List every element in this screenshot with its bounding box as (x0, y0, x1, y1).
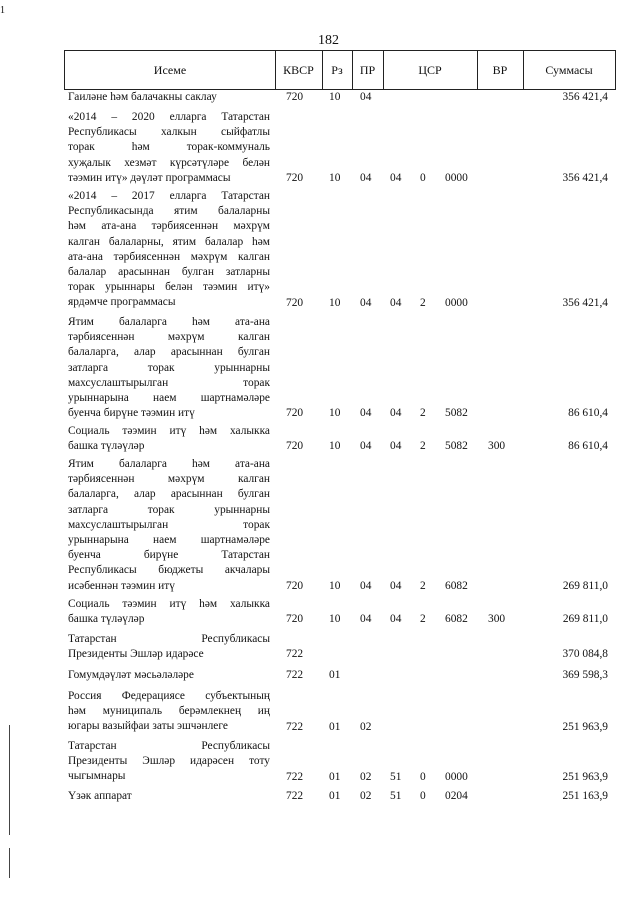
row-name-line: калган балаларны, ятим балалар һәм (68, 235, 270, 248)
cell-c1: 51 (390, 790, 402, 803)
cell-kvsr: 722 (286, 720, 304, 733)
table-row (64, 110, 616, 186)
cell-c2: 0 (420, 770, 426, 783)
cell-pr: 04 (360, 579, 372, 592)
row-name-line: Республикасы бюджеты акчалары (68, 564, 270, 577)
header-kvsr: КВСР (283, 63, 314, 77)
row-name-line: ярдәмче программасы (68, 296, 176, 309)
row-name-line: Социаль тәэмин итү һәм халыкка (68, 425, 270, 437)
row-name (68, 632, 270, 662)
row-name-line: «2014 – 2020 елларга Татарстан (68, 111, 270, 123)
cell-sum: 370 084,8 (562, 648, 608, 661)
table-row (64, 457, 616, 594)
cell-sum: 356 421,4 (562, 172, 608, 184)
row-name-line: Ятим балаларга һәм ата-ана (68, 458, 270, 470)
cell-kvsr: 720 (286, 296, 304, 309)
row-name-line: башка түләүләр (68, 440, 145, 453)
row-name-line: буенча бирүне Татарстан (68, 549, 270, 562)
row-name-line: Президенты Эшләр идарәсен тоту (68, 755, 270, 768)
row-name-line: Татарстан Республикасы (68, 740, 270, 752)
cell-kvsr: 720 (286, 613, 304, 626)
row-name-line: балаларга, алар арасыннан булган (68, 488, 270, 501)
cell-rz: 01 (329, 770, 341, 783)
row-name-line: затларга торак урыннарны (68, 503, 270, 516)
cell-sum: 269 811,0 (562, 613, 608, 626)
row-name-line: урыннарына наем шартнамәләре (68, 392, 270, 405)
cell-vr: 300 (488, 440, 506, 453)
table-row (64, 632, 616, 662)
header-vr: ВР (492, 63, 508, 77)
cell-kvsr: 720 (286, 172, 304, 184)
row-name-line: югары вазыйфаи заты эшчәнлеге (68, 720, 228, 733)
cell-c3: 5082 (445, 407, 468, 420)
row-name (68, 457, 270, 594)
row-name-line: Татарстан Республикасы (68, 633, 270, 645)
header-rz: Рз (331, 63, 343, 77)
cell-kvsr: 722 (286, 790, 304, 803)
row-name (68, 597, 270, 627)
row-name-line: чыгымнары (68, 770, 126, 783)
cell-rz: 10 (329, 91, 341, 104)
row-name-line: Үзәк аппарат (68, 790, 132, 802)
cell-c2: 2 (420, 440, 426, 453)
cell-c1: 04 (390, 407, 402, 420)
cell-pr: 04 (360, 172, 372, 184)
row-name-line: хуҗалык хезмәт күрсәтүләре белән (68, 156, 270, 169)
row-name-line: буенча бирүне тәэмин итү (68, 407, 195, 420)
margin-line (9, 848, 10, 878)
cell-rz: 01 (329, 720, 341, 733)
cell-kvsr: 722 (286, 669, 304, 682)
row-name-line: «2014 – 2017 елларга Татарстан (68, 190, 270, 202)
row-name-line: Социаль тәэмин итү һәм халыкка (68, 598, 270, 610)
header-csr: ЦСР (418, 63, 442, 77)
row-name-line: Гаиләне һәм балачакны саклау (68, 91, 217, 103)
row-name-line: тәэмин итү» дәүләт программасы (68, 171, 231, 184)
cell-sum: 86 610,4 (568, 407, 608, 420)
cell-pr: 04 (360, 296, 372, 309)
cell-pr: 04 (360, 91, 372, 104)
cell-rz: 01 (329, 790, 341, 803)
row-name-line: һәм ата-ана тәрбиясеннән мәхрүм (68, 220, 270, 233)
cell-c3: 0204 (445, 790, 468, 803)
cell-pr: 04 (360, 613, 372, 626)
cell-c2: 0 (420, 790, 426, 803)
cell-c3: 6082 (445, 579, 468, 592)
header-pr: ПР (359, 63, 376, 77)
cell-pr: 04 (360, 407, 372, 420)
cell-kvsr: 720 (286, 579, 304, 592)
row-name-line: башка түләүләр (68, 613, 145, 626)
cell-sum: 251 963,9 (562, 770, 608, 783)
header-name: Исеме (153, 63, 187, 77)
cell-sum: 86 610,4 (568, 440, 608, 453)
cell-kvsr: 720 (286, 407, 304, 420)
cell-c3: 5082 (445, 440, 468, 453)
cell-sum: 356 421,4 (562, 296, 608, 309)
row-name (68, 315, 270, 421)
table-row (64, 597, 616, 627)
cell-kvsr: 722 (286, 648, 304, 661)
row-name-line: Россия Федерациясе субъектының (68, 690, 270, 702)
row-name-line: ата-ана тәрбиясеннән мәхрүм калган (68, 250, 270, 263)
cell-c3: 0000 (445, 172, 468, 184)
cell-sum: 356 421,4 (562, 91, 608, 104)
cell-kvsr: 720 (286, 440, 304, 453)
cell-c2: 2 (420, 579, 426, 592)
cell-rz: 10 (329, 407, 341, 420)
cell-c2: 2 (420, 407, 426, 420)
row-name-line: Республикасында ятим балаларны (68, 205, 270, 218)
row-name (68, 189, 270, 311)
table-row (64, 739, 616, 785)
cell-c1: 04 (390, 579, 402, 592)
cell-rz: 10 (329, 172, 341, 184)
row-name (68, 668, 270, 683)
cell-c2: 2 (420, 613, 426, 626)
cell-c1: 04 (390, 440, 402, 453)
cell-c3: 0000 (445, 770, 468, 783)
cell-pr: 02 (360, 720, 372, 733)
row-name-line: исәбеннән тәэмин итү (68, 579, 175, 592)
row-name (68, 739, 270, 785)
table-row (64, 789, 616, 804)
table-header (64, 50, 616, 90)
row-name-line: затларга торак урыннарны (68, 361, 270, 374)
page-number: 182 (318, 33, 339, 48)
row-name-line: торак һәм торак-коммуналь (68, 141, 270, 154)
row-name-line: тәрбиясеннән мәхрүм калган (68, 331, 270, 344)
table-row (64, 189, 616, 311)
cell-rz: 10 (329, 613, 341, 626)
cell-c2: 0 (420, 172, 426, 184)
row-name (68, 689, 270, 735)
cell-rz: 10 (329, 579, 341, 592)
cell-c1: 04 (390, 613, 402, 626)
row-name-line: урыннарына наем шартнамәләре (68, 534, 270, 547)
cell-rz: 10 (329, 296, 341, 309)
row-name-line: һәм муниципаль берәмлекнең иң (68, 705, 270, 718)
row-name-line: балалар арасыннан булган затларны (68, 266, 270, 279)
row-name-line: торак урыннары белән тәэмин итү» (68, 281, 270, 294)
cell-c2: 2 (420, 296, 426, 309)
cell-pr: 02 (360, 790, 372, 803)
corner-mark: 1 (0, 5, 5, 16)
row-name (68, 424, 270, 454)
table-row (64, 689, 616, 735)
cell-rz: 01 (329, 669, 341, 682)
cell-pr: 02 (360, 770, 372, 783)
cell-rz: 10 (329, 440, 341, 453)
row-name-line: Президенты Эшләр идарәсе (68, 648, 204, 661)
row-name-line: тәрбиясеннән мәхрүм калган (68, 473, 270, 486)
cell-sum: 251 963,9 (562, 720, 608, 733)
cell-c3: 6082 (445, 613, 468, 626)
cell-c1: 51 (390, 770, 402, 783)
cell-sum: 369 598,3 (562, 669, 608, 682)
table-row (64, 90, 616, 105)
row-name-line: Ятим балаларга һәм ата-ана (68, 316, 270, 328)
row-name-line: махсуслаштырылган торак (68, 518, 270, 531)
cell-kvsr: 720 (286, 91, 304, 104)
header-sum: Суммасы (545, 63, 593, 77)
table-row (64, 668, 616, 683)
row-name-line: балаларга, алар арасыннан булган (68, 346, 270, 359)
margin-line (9, 725, 10, 835)
table-row (64, 315, 616, 421)
cell-c1: 04 (390, 296, 402, 309)
table-row (64, 424, 616, 454)
row-name (68, 789, 270, 804)
cell-sum: 269 811,0 (562, 579, 608, 592)
row-name-line: Республикасы халкын сыйфатлы (68, 126, 270, 139)
row-name (68, 110, 270, 186)
cell-kvsr: 722 (286, 770, 304, 783)
cell-sum: 251 163,9 (562, 790, 608, 803)
cell-c3: 0000 (445, 296, 468, 309)
cell-vr: 300 (488, 613, 506, 626)
cell-pr: 04 (360, 440, 372, 453)
row-name-line: Гомумдәүләт мәсьәләләре (68, 669, 194, 681)
cell-c1: 04 (390, 172, 402, 184)
row-name-line: махсуслаштырылган торак (68, 376, 270, 389)
row-name (68, 90, 270, 105)
